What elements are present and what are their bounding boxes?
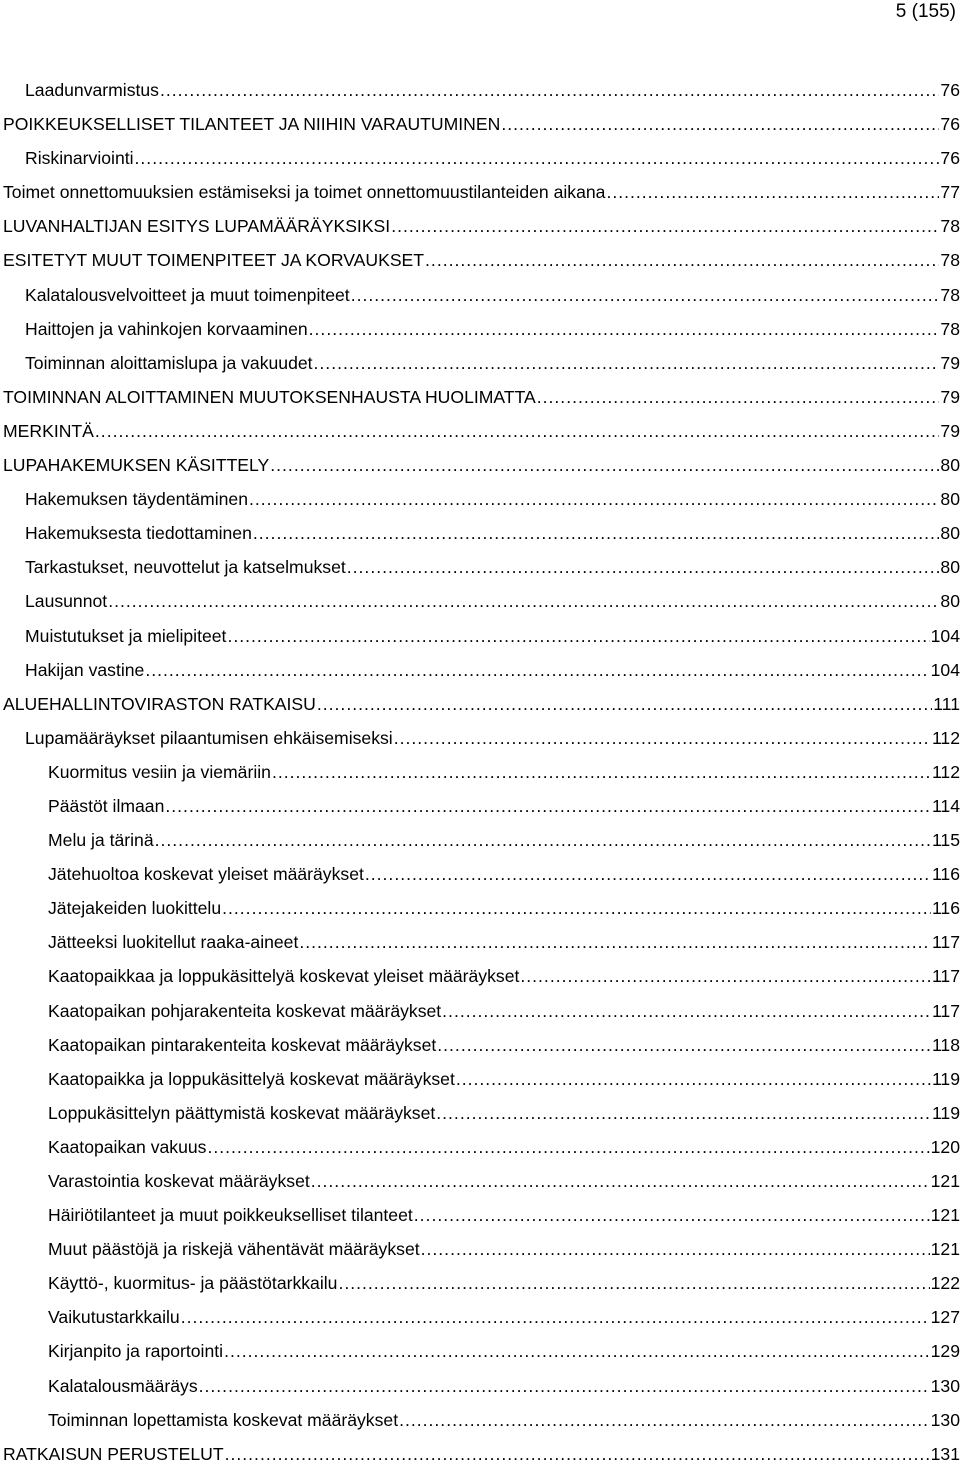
toc-entry[interactable] [0,823,960,857]
toc-entry[interactable] [0,312,960,346]
toc-entry-title: Hakemuksen täydentäminen [25,489,248,510]
toc-entry-page-number: 115 [931,830,960,851]
toc-entry-title: Hakijan vastine [25,659,145,680]
toc-entry-page-number: 117 [931,932,960,953]
toc-entry[interactable] [0,243,960,277]
toc-entry-page-number: 127 [930,1307,960,1328]
toc-entry-title: Jätejakeiden luokittelu [48,898,222,919]
toc-entry[interactable] [0,1198,960,1232]
toc-entry[interactable] [0,482,960,516]
toc-entry-title: Kaatopaikan vakuus [48,1136,207,1157]
toc-entry-page-number: 120 [930,1136,960,1157]
toc-dot-leader [181,1300,930,1334]
toc-entry-page-number: 80 [940,523,960,544]
toc-dot-leader [317,687,932,721]
toc-entry-title: Vaikutustarkkailu [48,1307,180,1328]
toc-entry[interactable] [0,653,960,687]
toc-entry[interactable] [0,1300,960,1334]
toc-entry-page-number: 121 [930,1205,960,1226]
toc-entry-title: Kaatopaikan pohjarakenteita koskevat määräykset [48,1000,442,1021]
toc-entry-page-number: 80 [940,591,960,612]
toc-entry-page-number: 116 [931,898,960,919]
toc-dot-leader [309,312,940,346]
toc-entry-title: POIKKEUKSELLISET TILANTEET JA NIIHIN VARAUTUMINEN [3,114,501,135]
toc-entry-page-number: 117 [931,1000,960,1021]
toc-entry-page-number: 104 [930,659,960,680]
toc-entry-title: Häiriötilanteet ja muut poikkeukselliset tilanteet [48,1205,413,1226]
toc-dot-leader [394,721,931,755]
toc-entry[interactable] [0,346,960,380]
toc-entry-title: MERKINTÄ [3,420,94,441]
toc-entry-page-number: 78 [940,216,960,237]
toc-entry-page-number: 129 [930,1341,960,1362]
toc-entry-page-number: 78 [940,318,960,339]
toc-entry-title: Riskinarviointi [25,148,134,169]
toc-dot-leader [421,1232,930,1266]
toc-entry[interactable] [0,1130,960,1164]
toc-entry-title: Muut päästöjä ja riskejä vähentävät määräykset [48,1239,420,1260]
toc-dot-leader [314,346,940,380]
toc-entry-page-number: 112 [931,761,960,782]
toc-entry-title: Loppukäsittelyn päättymistä koskevat määräykset [48,1102,436,1123]
toc-entry-page-number: 131 [930,1443,960,1464]
toc-entry-page-number: 77 [940,182,960,203]
toc-entry-title: Jätehuoltoa koskevat yleiset määräykset [48,864,364,885]
toc-dot-leader [299,925,931,959]
toc-entry-title: ALUEHALLINTOVIRASTON RATKAISU [3,693,316,714]
toc-dot-leader [537,380,940,414]
toc-dot-leader [165,789,931,823]
toc-entry-title: ESITETYT MUUT TOIMENPITEET JA KORVAUKSET [3,250,425,271]
toc-dot-leader [391,209,939,243]
toc-dot-leader [253,516,940,550]
toc-entry[interactable] [0,1403,960,1437]
toc-entry-page-number: 79 [940,386,960,407]
toc-dot-leader [437,1028,931,1062]
toc-entry[interactable] [0,925,960,959]
toc-entry-title: LUVANHALTIJAN ESITYS LUPAMÄÄRÄYKSIKSI [3,216,391,237]
toc-entry-page-number: 104 [930,625,960,646]
toc-entry[interactable] [0,1232,960,1266]
toc-entry-page-number: 130 [930,1375,960,1396]
toc-entry-title: Jätteeksi luokitellut raaka-aineet [48,932,299,953]
toc-dot-leader [520,959,931,993]
toc-entry-title: Käyttö-, kuormitus- ja päästötarkkailu [48,1273,338,1294]
toc-dot-leader [365,857,931,891]
toc-dot-leader [95,414,940,448]
toc-entry[interactable] [0,1266,960,1300]
toc-entry-page-number: 121 [930,1239,960,1260]
toc-entry-title: Kirjanpito ja raportointi [48,1341,224,1362]
toc-dot-leader [272,755,931,789]
toc-dot-leader [207,1130,929,1164]
toc-entry-title: LUPAHAKEMUKSEN KÄSITTELY [3,455,270,476]
toc-entry-page-number: 78 [940,284,960,305]
toc-entry-page-number: 76 [940,114,960,135]
toc-entry-page-number: 121 [930,1171,960,1191]
page-number: 5 (155) [895,1,956,22]
toc-entry-page-number: 79 [940,420,960,441]
toc-entry-title: Melu ja tärinä [48,830,154,851]
toc-entry-page-number: 119 [931,1068,960,1089]
toc-dot-leader [224,1334,930,1368]
toc-entry-page-number: 122 [930,1273,960,1294]
toc-entry[interactable] [0,448,960,482]
toc-entry[interactable] [0,755,960,789]
toc-dot-leader [227,619,929,653]
toc-entry[interactable] [0,1062,960,1096]
toc-entry-page-number: 80 [940,557,960,578]
toc-dot-leader [351,278,940,312]
toc-dot-leader [425,243,939,277]
toc-dot-leader [442,994,931,1028]
toc-dot-leader [108,584,939,618]
toc-entry-page-number: 78 [940,250,960,271]
toc-entry-page-number: 111 [933,693,960,714]
toc-dot-leader [155,823,931,857]
toc-dot-leader [456,1062,931,1096]
toc-entry[interactable] [0,516,960,550]
toc-entry[interactable] [0,550,960,584]
toc-entry-page-number: 130 [930,1409,960,1430]
toc-entry-title: Lupamääräykset pilaantumisen ehkäisemiseksi [25,727,393,748]
toc-entry-page-number: 80 [940,489,960,510]
toc-entry-page-number: 118 [931,1034,960,1055]
table-of-contents [0,73,960,1471]
toc-entry[interactable] [0,1437,960,1471]
toc-entry[interactable] [0,278,960,312]
toc-entry[interactable] [0,1096,960,1130]
toc-dot-leader [347,550,940,584]
toc-dot-leader [270,448,939,482]
toc-entry[interactable] [0,1334,960,1368]
toc-entry[interactable] [0,584,960,618]
toc-entry-title: Kaatopaikkaa ja loppukäsittelyä koskevat yleiset määräykset [48,966,520,987]
toc-dot-leader [414,1198,930,1232]
toc-entry-page-number: 76 [940,148,960,169]
toc-dot-leader [249,482,939,516]
toc-entry-title: Haittojen ja vahinkojen korvaaminen [25,318,308,339]
toc-entry-page-number: 80 [940,455,960,476]
toc-entry-title: Lausunnot [25,591,108,612]
toc-entry-title: Tarkastukset, neuvottelut ja katselmukset [25,557,346,578]
toc-entry[interactable] [0,175,960,209]
toc-entry[interactable] [0,209,960,243]
toc-entry-page-number: 112 [931,727,960,748]
toc-entry-title: Hakemuksesta tiedottaminen [25,523,252,544]
toc-dot-leader [399,1403,930,1437]
toc-entry-title: Toimet onnettomuuksien estämiseksi ja toimet onnettomuustilanteiden aikana [3,182,606,203]
toc-entry-title: Toiminnan aloittamislupa ja vakuudet [25,352,313,373]
toc-entry-title: Varastointia koskevat määräykset [48,1171,310,1191]
toc-dot-leader [606,175,939,209]
toc-dot-leader [145,653,929,687]
toc-entry-title: Kalatalousmääräys [48,1375,198,1396]
toc-entry[interactable] [0,959,960,993]
toc-entry[interactable] [0,789,960,823]
toc-dot-leader [199,1369,930,1403]
toc-dot-leader [338,1266,929,1300]
toc-entry-title: Kaatopaikan pintarakenteita koskevat määräykset [48,1034,437,1055]
toc-entry[interactable] [0,687,960,721]
toc-entry[interactable] [0,619,960,653]
toc-entry[interactable] [0,1164,960,1198]
toc-entry-title: Toiminnan lopettamista koskevat määräykset [48,1409,399,1430]
toc-entry-page-number: 119 [931,1102,960,1123]
toc-dot-leader [311,1164,930,1198]
toc-entry-page-number: 116 [931,864,960,885]
toc-entry[interactable] [0,141,960,175]
toc-dot-leader [222,891,931,925]
toc-entry[interactable] [0,107,960,141]
toc-entry-title: Päästöt ilmaan [48,795,165,816]
toc-entry[interactable] [0,73,960,107]
toc-dot-leader [225,1437,930,1471]
toc-entry-page-number: 114 [931,795,960,816]
toc-entry[interactable] [0,1369,960,1403]
toc-entry-title: Kuormitus vesiin ja viemäriin [48,761,271,782]
toc-entry[interactable] [0,380,960,414]
toc-entry[interactable] [0,721,960,755]
toc-dot-leader [135,141,940,175]
toc-entry-page-number: 117 [931,966,960,987]
toc-dot-leader [501,107,939,141]
toc-dot-leader [160,73,939,107]
toc-entry-title: TOIMINNAN ALOITTAMINEN MUUTOKSENHAUSTA HUOLIMATTA [3,386,536,407]
toc-entry-title: Laadunvarmistus [25,80,159,100]
toc-entry-title: RATKAISUN PERUSTELUT [3,1443,224,1464]
toc-entry[interactable] [0,414,960,448]
toc-entry[interactable] [0,891,960,925]
toc-entry[interactable] [0,857,960,891]
toc-entry[interactable] [0,1028,960,1062]
toc-entry-title: Kaatopaikka ja loppukäsittelyä koskevat määräykset [48,1068,455,1089]
toc-entry-page-number: 76 [940,80,960,100]
toc-entry-title: Muistutukset ja mielipiteet [25,625,227,646]
toc-entry-page-number: 79 [940,352,960,373]
toc-dot-leader [436,1096,931,1130]
toc-entry[interactable] [0,994,960,1028]
toc-entry-title: Kalatalousvelvoitteet ja muut toimenpiteet [25,284,350,305]
